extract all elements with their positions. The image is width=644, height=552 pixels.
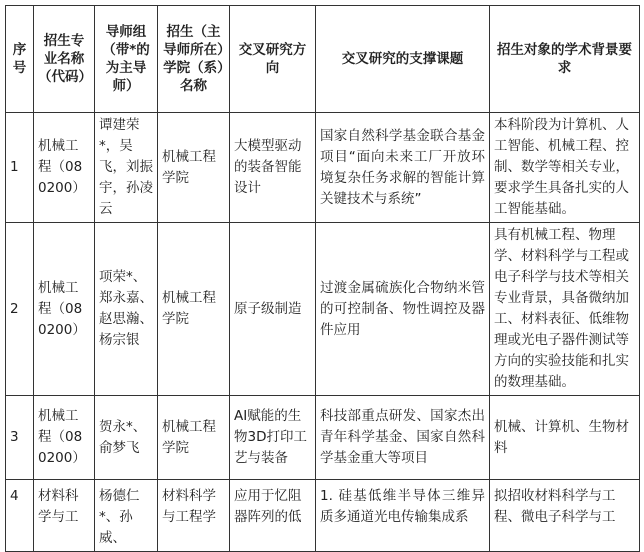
cell-direction: AI赋能的生物3D打印工艺与装备 bbox=[230, 396, 316, 480]
cell-index: 4 bbox=[6, 480, 34, 552]
cell-support: 科技部重点研发、国家杰出青年科学基金、国家自然科学基金重大等项目 bbox=[316, 396, 490, 480]
table-row bbox=[6, 223, 640, 396]
header-direction: 交叉研究方向 bbox=[230, 6, 316, 113]
header-school: 招生（主导师所在）学院（系）名称 bbox=[158, 6, 230, 113]
cell-index: 1 bbox=[6, 113, 34, 223]
admissions-table bbox=[5, 5, 640, 552]
header-major: 招生专业名称（代码） bbox=[34, 6, 95, 113]
cell-support: 过渡金属硫族化合物纳米管的可控制备、物性调控及器件应用 bbox=[316, 223, 490, 396]
cell-major: 机械工程（080200） bbox=[34, 113, 95, 223]
header-index: 序号 bbox=[6, 6, 34, 113]
header-support: 交叉研究的支撑课题 bbox=[316, 6, 490, 113]
cell-mentors: 贺永*、俞梦飞 bbox=[95, 396, 158, 480]
header-requirement: 招生对象的学术背景要求 bbox=[490, 6, 640, 113]
cell-direction: 应用于忆阻器阵列的低 bbox=[230, 480, 316, 552]
table-row bbox=[6, 396, 640, 480]
cell-index: 2 bbox=[6, 223, 34, 396]
cell-school: 机械工程学院 bbox=[158, 396, 230, 480]
cell-requirement: 机械、计算机、生物材料 bbox=[490, 396, 640, 480]
cell-direction: 原子级制造 bbox=[230, 223, 316, 396]
cell-mentors: 杨德仁*、孙威、 bbox=[95, 480, 158, 552]
table-row bbox=[6, 480, 640, 552]
cell-mentors: 项荣*、郑永嘉、赵思瀚、杨宗银 bbox=[95, 223, 158, 396]
cell-school: 机械工程学院 bbox=[158, 223, 230, 396]
cell-major: 材料科学与工 bbox=[34, 480, 95, 552]
header-mentors: 导师组（带*的为主导师） bbox=[95, 6, 158, 113]
cell-mentors: 谭建荣*，吴飞，刘振宇，孙凌云 bbox=[95, 113, 158, 223]
cell-major: 机械工程（080200） bbox=[34, 396, 95, 480]
cell-requirement: 本科阶段为计算机、人工智能、机械工程、控制、数学等相关专业，要求学生具备扎实的人工智能基础。 bbox=[490, 113, 640, 223]
cell-school: 机械工程学院 bbox=[158, 113, 230, 223]
cell-school: 材料科学与工程学 bbox=[158, 480, 230, 552]
cell-requirement: 拟招收材料科学与工程、微电子科学与工 bbox=[490, 480, 640, 552]
table-header-row bbox=[6, 6, 640, 113]
cell-major: 机械工程（080200） bbox=[34, 223, 95, 396]
cell-index: 3 bbox=[6, 396, 34, 480]
cell-support: 国家自然科学基金联合基金项目“面向未来工厂开放环境复杂任务求解的智能计算关键技术与系统” bbox=[316, 113, 490, 223]
cell-requirement: 具有机械工程、物理学、材料科学与工程或电子科学与技术等相关专业背景，具备微纳加工、材料表征、低维物理或光电子器件测试等方向的实验技能和扎实的数理基础。 bbox=[490, 223, 640, 396]
cell-support: 1. 硅基低维半导体三维异质多通道光电传输集成系 bbox=[316, 480, 490, 552]
table-row bbox=[6, 113, 640, 223]
cell-direction: 大模型驱动的装备智能设计 bbox=[230, 113, 316, 223]
